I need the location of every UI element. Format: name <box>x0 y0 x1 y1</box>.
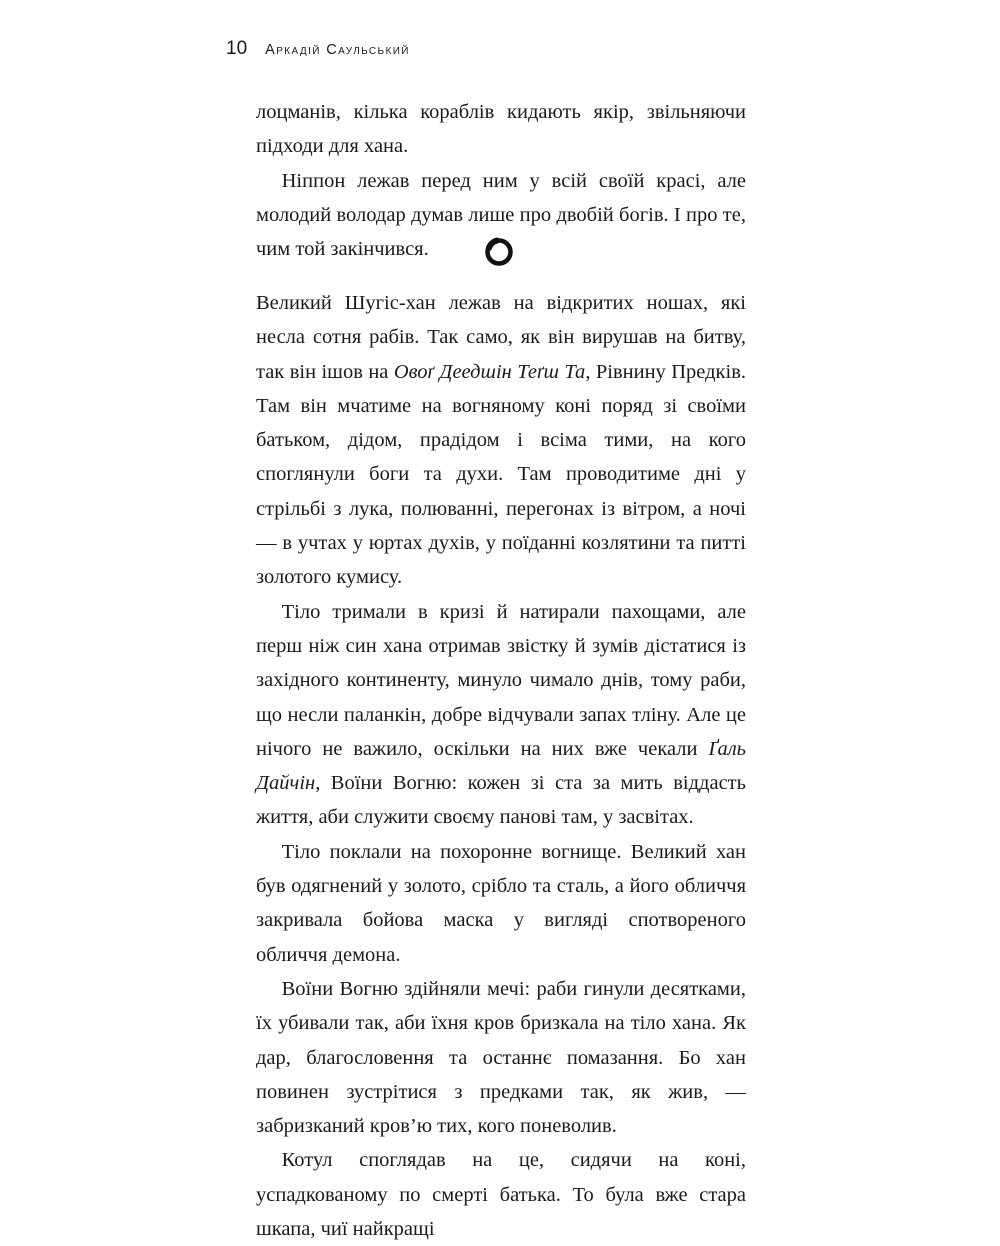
paragraph: лоцманів, кілька кораблів кидають якір, звільняючи підходи для хана. <box>256 101 746 158</box>
paragraph-text: Тіло тримали в кризі й натирали пахощами, але перш ніж син хана отримав звістку й зумів дістатися із західного континенту, минуло чимало днів, тому раби, що несли паланкін, добре відчували запах тліну. Але це нічого не важило, оскільки на них вже чекали <box>256 600 746 760</box>
paragraph: Тіло поклали на похоронне вогнище. Великий хан був одягнений у золото, срібло та сталь, а його обличчя закривала бойова маска у вигляді спотвореного обличчя демона. <box>256 840 746 966</box>
paragraph-text: , Рівнину Предків. Там він мчатиме на вогняному коні поряд зі своїми батьком, дідом, прадідом і всіма тими, на кого споглянули боги та духи. Там проводитиме дні у стрільбі з лука, полюванні, перегонах із вітром, а ночі — в учтах у юртах духів, у поїданні козлятини та питті золотого кумису. <box>256 360 747 589</box>
paragraph <box>256 595 746 835</box>
circle-ornament-icon <box>484 237 514 267</box>
paragraph-text: , Воїни Вогню: кожен зі ста за мить віддасть життя, аби служити своєму панові там, у засвітах. <box>256 772 746 829</box>
italic-term: Ґаль Дайчін <box>256 737 746 795</box>
paragraph: Ніппон лежав перед ним у всій своїй красі, але молодий володар думав лише про двобій богів. І про те, чим той закінчився. <box>256 169 746 261</box>
paragraph: Котул споглядав на це, сидячи на коні, успадкованому по смерті батька. То була вже стара шкапа, чиї найкращі <box>256 1149 746 1241</box>
author-name: Аркадій Саульський <box>265 42 410 58</box>
page-number: 10 <box>226 38 248 59</box>
text-section-2 <box>256 286 746 1246</box>
italic-term: Овоґ Деедшін Теґш Та <box>393 360 586 383</box>
paragraph <box>256 286 746 595</box>
paragraph-text: Великий Шугіс-хан лежав на відкритих ношах, які несла сотня рабів. Так само, як він вирушав на битву, так він ішов на <box>256 292 746 383</box>
paragraph: Воїни Вогню здійняли мечі: раби гинули десятками, їх убивали так, аби їхня кров бризкала на тіло хана. Як дар, благословення та останнє помазання. Бо хан повинен зустрітися з предками так, як жив, — забризканий кров’ю тих, кого поневолив. <box>256 977 746 1138</box>
running-head <box>226 38 410 68</box>
